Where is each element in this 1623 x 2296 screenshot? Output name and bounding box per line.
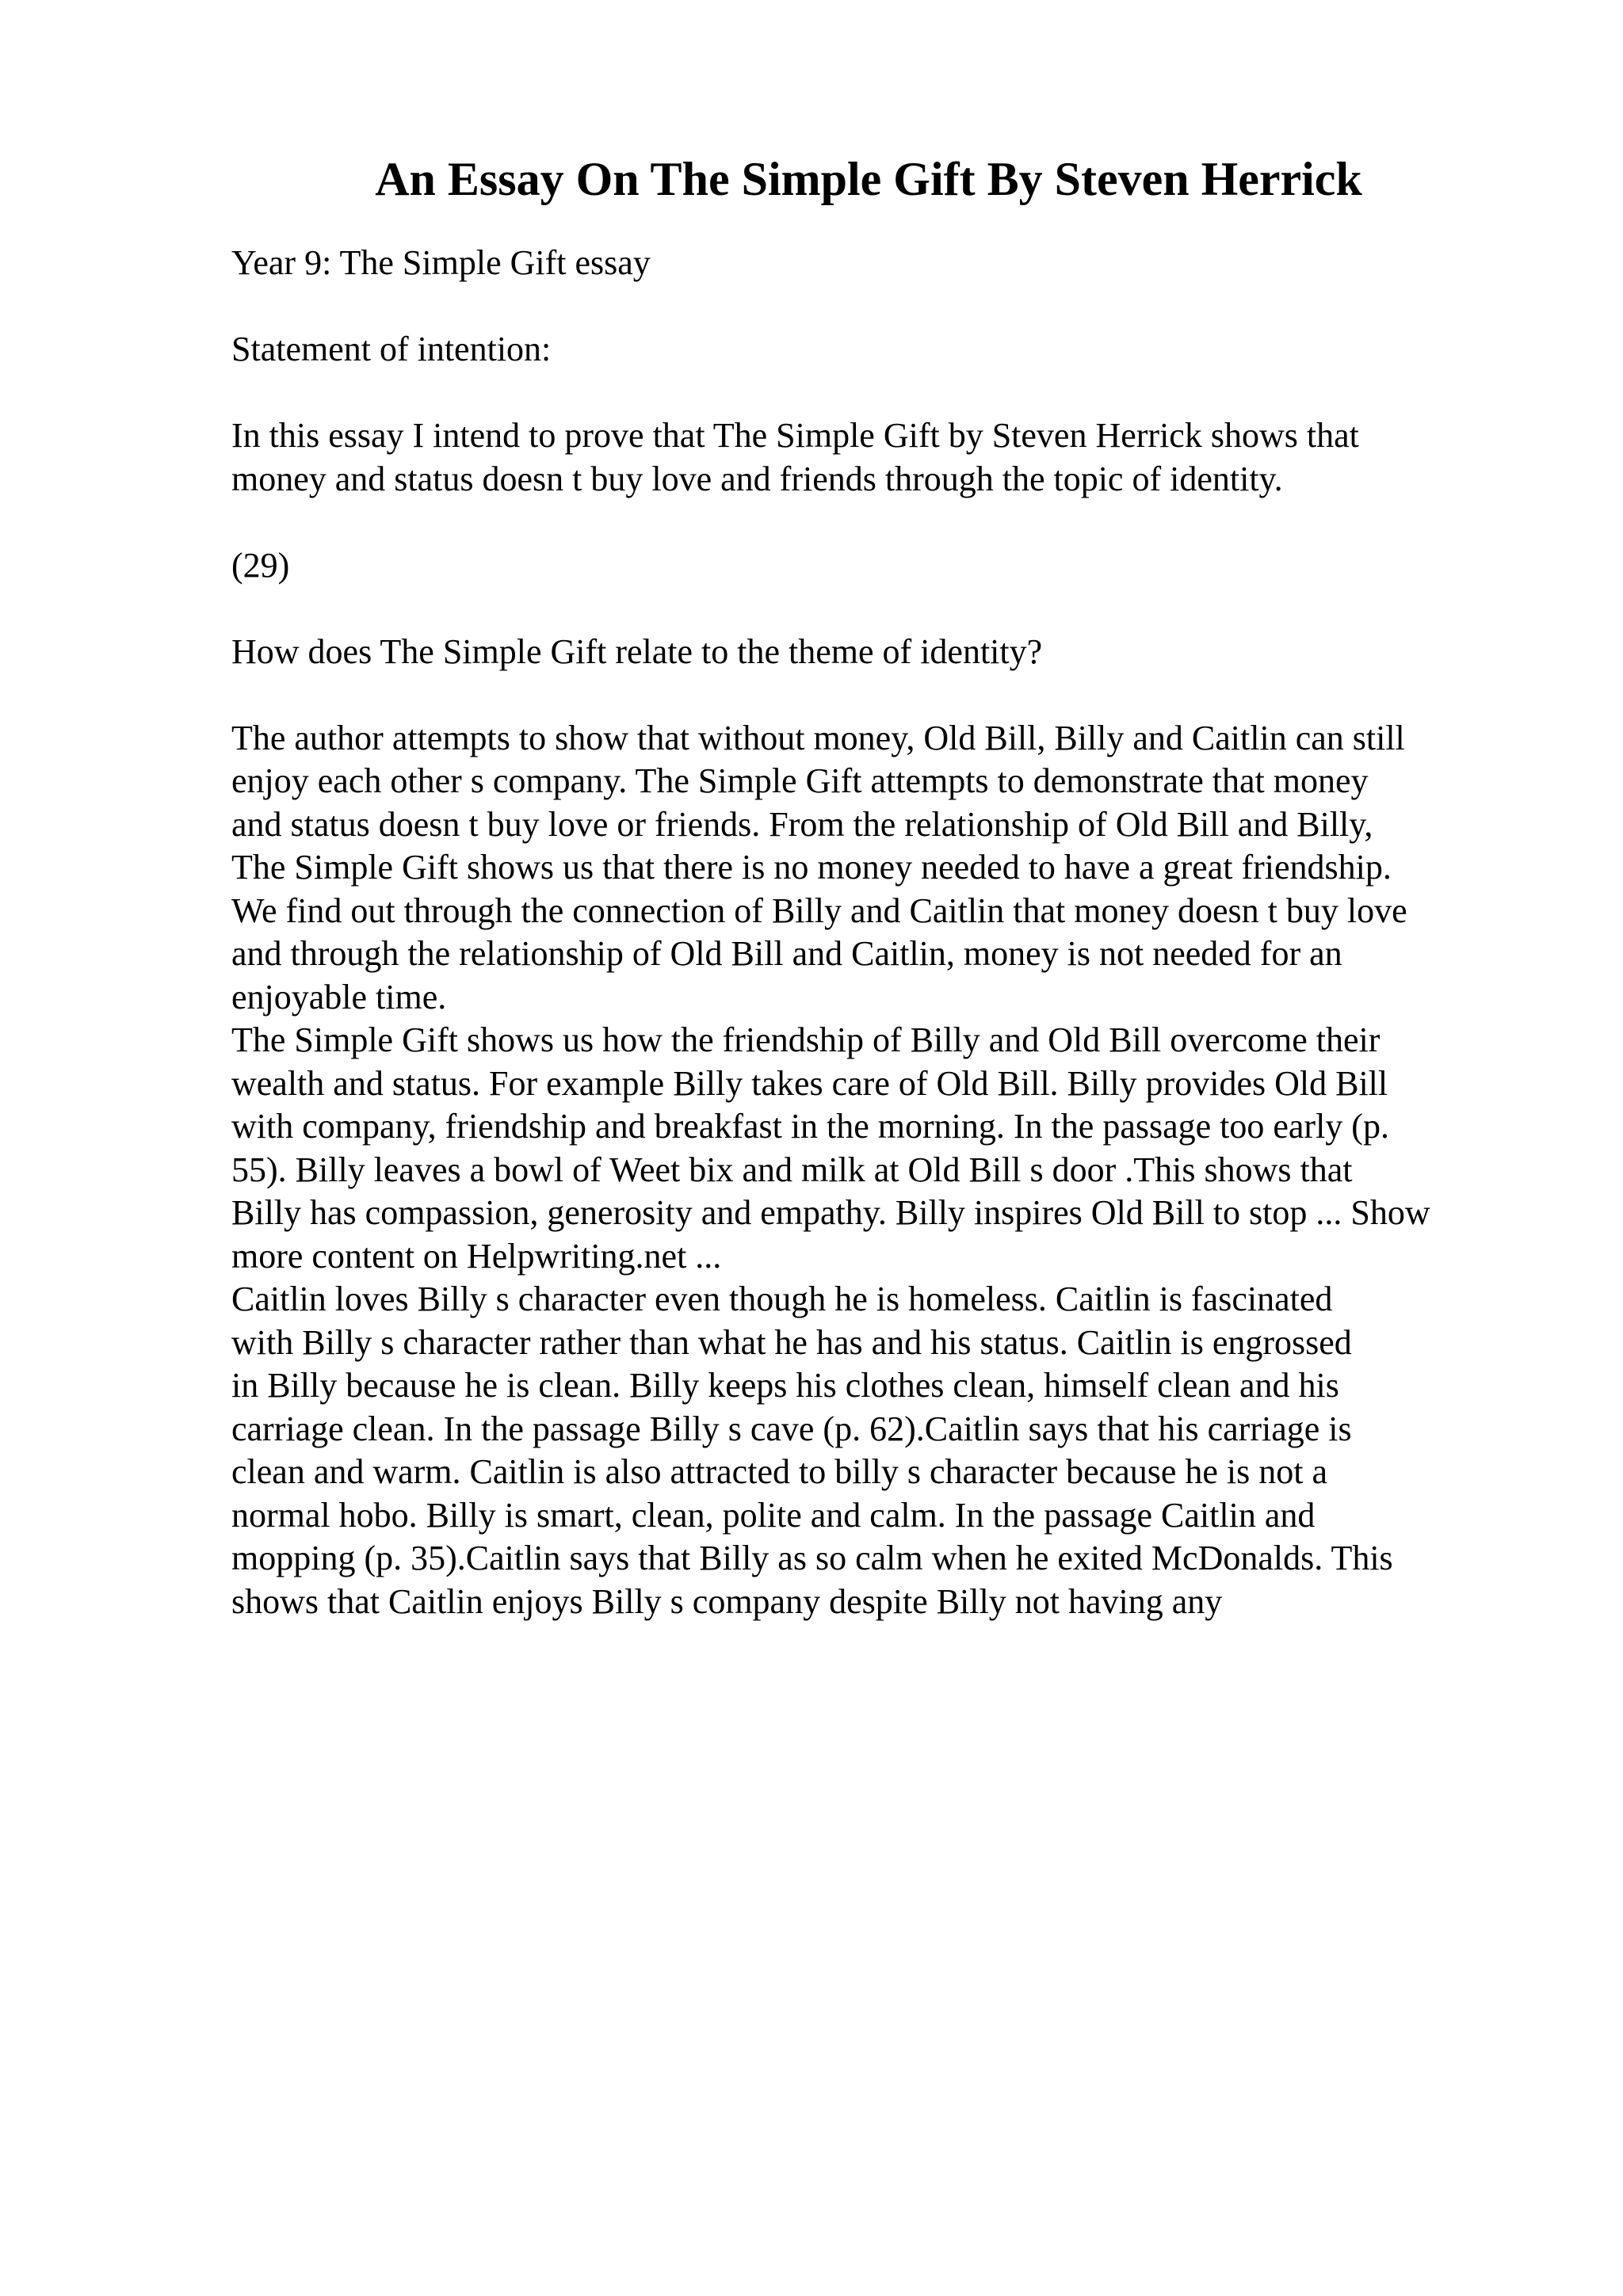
- text-line: clean and warm. Caitlin is also attracted to billy s character because he is not a: [231, 1452, 1328, 1491]
- subtitle: [231, 242, 1594, 285]
- text-line: wealth and status. For example Billy takes care of Old Bill. Billy provides Old Bill: [231, 1063, 1388, 1103]
- text-line: 55). Billy leaves a bowl of Weet bix and milk at Old Bill s door .This shows that: [231, 1150, 1353, 1189]
- text-line: The author attempts to show that without money, Old Bill, Billy and Caitlin can still: [231, 718, 1405, 757]
- text-line: In this essay I intend to prove that The Simple Gift by Steven Herrick shows that: [231, 416, 1359, 455]
- text-line: and status doesn t buy love or friends. From the relationship of Old Bill and Billy,: [231, 804, 1373, 844]
- text-line: and through the relationship of Old Bill and Caitlin, money is not needed for an: [231, 934, 1342, 973]
- text-line: enjoy each other s company. The Simple Gift attempts to demonstrate that money: [231, 761, 1369, 800]
- question-line: How does The Simple Gift relate to the theme of identity?: [231, 631, 1043, 671]
- subtitle-line: Year 9: The Simple Gift essay: [231, 243, 651, 282]
- count-label: [231, 544, 1594, 588]
- text-line: mopping (p. 35).Caitlin says that Billy as so calm when he exited McDonalds. This: [231, 1539, 1393, 1577]
- question-heading: [231, 631, 1594, 674]
- text-line: We find out through the connection of Billy and Caitlin that money doesn t buy love: [231, 891, 1407, 930]
- paragraph-3: [231, 1278, 1594, 1623]
- text-line: The Simple Gift shows us that there is no money needed to have a great friendship.: [231, 848, 1392, 887]
- spacer: [231, 587, 1594, 631]
- count-line: (29): [231, 545, 290, 585]
- text-line: with company, friendship and breakfast in the morning. In the passage too early (p.: [231, 1107, 1389, 1146]
- text-line: enjoyable time.: [231, 977, 447, 1016]
- intention-paragraph: [231, 414, 1594, 501]
- text-line: with Billy s character rather than what he has and his status. Caitlin is engrossed: [231, 1322, 1352, 1362]
- text-line: Caitlin loves Billy s character even though he is homeless. Caitlin is fascinated: [231, 1280, 1333, 1318]
- essay-body: [231, 242, 1594, 1623]
- paragraph-1: [231, 717, 1594, 1020]
- text-line: more content on Helpwriting.net ...: [231, 1236, 722, 1276]
- spacer: [231, 673, 1594, 717]
- text-line: carriage clean. In the passage Billy s cave (p. 62).Caitlin says that his carriage is: [231, 1409, 1352, 1448]
- spacer: [231, 501, 1594, 544]
- text-line: money and status doesn t buy love and friends through the topic of identity.: [231, 459, 1283, 498]
- paragraph-2: [231, 1019, 1594, 1278]
- text-line: normal hobo. Billy is smart, clean, polite and calm. In the passage Caitlin and: [231, 1495, 1316, 1535]
- page-title: An Essay On The Simple Gift By Steven Herrick: [375, 153, 1362, 205]
- statement-heading: [231, 328, 1594, 372]
- text-line: The Simple Gift shows us how the friendship of Billy and Old Bill overcome their: [231, 1020, 1381, 1059]
- statement-heading-line: Statement of intention:: [231, 330, 552, 368]
- text-line: Billy has compassion, generosity and empathy. Billy inspires Old Bill to stop ... Show: [231, 1193, 1430, 1232]
- spacer: [231, 372, 1594, 415]
- spacer: [231, 285, 1594, 329]
- text-line: in Billy because he is clean. Billy keeps his clothes clean, himself clean and his: [231, 1366, 1339, 1405]
- text-line: shows that Caitlin enjoys Billy s company despite Billy not having any: [231, 1581, 1223, 1621]
